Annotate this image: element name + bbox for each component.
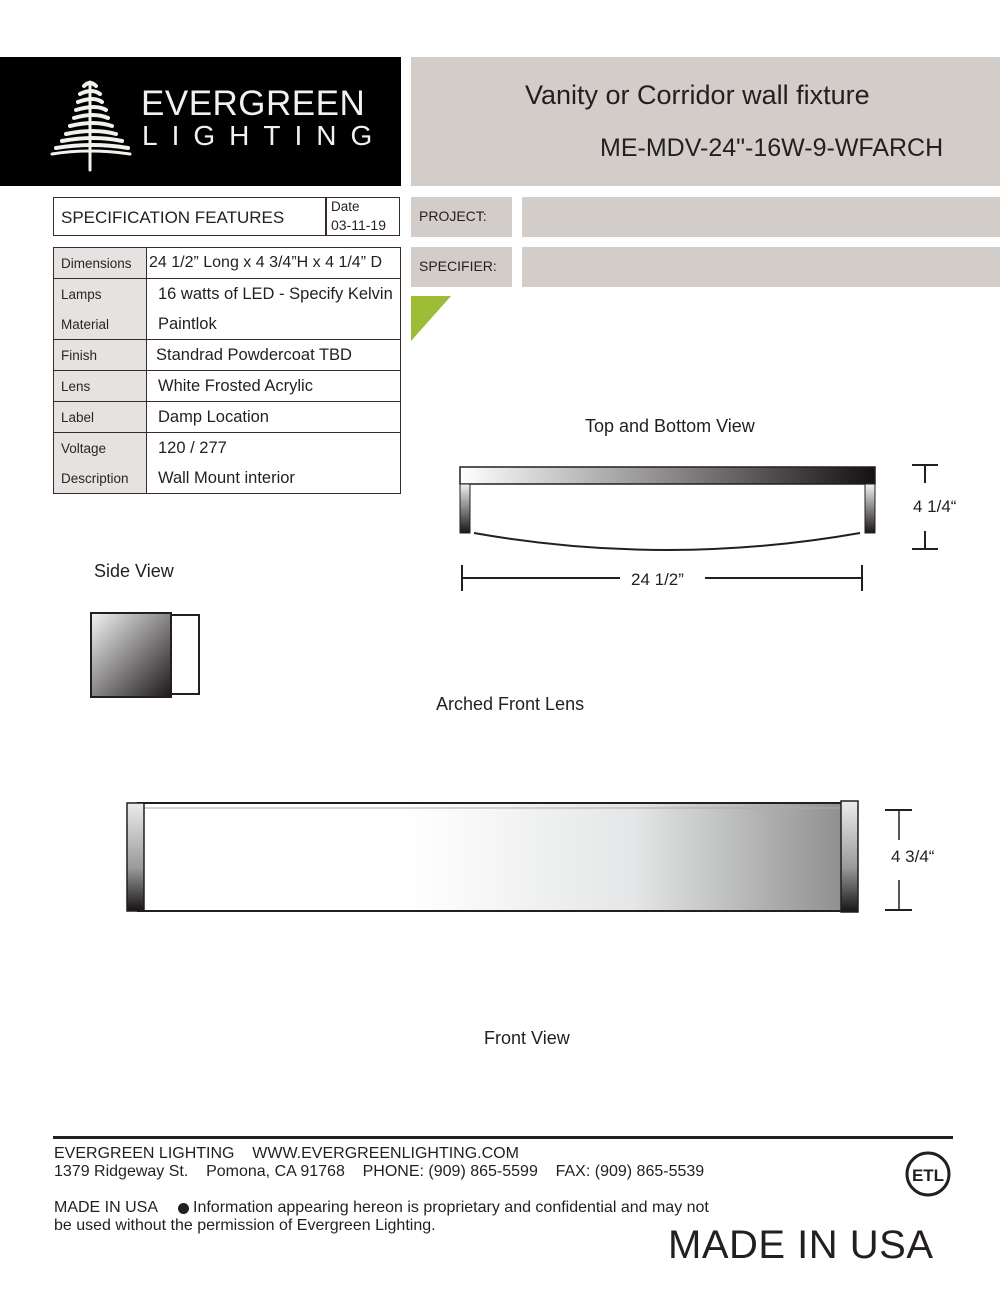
depth-dimension: 4 1/4“	[913, 497, 957, 516]
spec-row-voltage-description	[54, 433, 400, 493]
specifier-label: SPECIFIER:	[419, 258, 497, 274]
footer-divider	[53, 1136, 953, 1139]
spec-row-finish	[54, 340, 400, 371]
spec-value: 16 watts of LED - Specify Kelvin	[158, 284, 393, 303]
product-title: Vanity or Corridor wall fixture	[525, 80, 870, 110]
project-label: PROJECT:	[419, 208, 487, 224]
evergreen-tree-icon	[48, 78, 132, 172]
footer-made-in-usa: MADE IN USA	[54, 1199, 159, 1216]
top-bottom-view-label: Top and Bottom View	[585, 416, 755, 436]
spec-value: 24 1/2” Long x 4 3/4”H x 4 1/4” D	[149, 254, 383, 271]
spec-label: Lamps	[61, 286, 102, 302]
footer-address: 1379 Ridgeway St. Pomona, CA 91768 PHONE: (909) 865-5599 FAX: (909) 865-5539	[54, 1163, 705, 1180]
bullet-icon	[178, 1203, 189, 1214]
spec-label: Description	[61, 470, 129, 486]
svg-text:ETL: ETL	[911, 1166, 945, 1185]
footer-disclaimer-2: be used without the permission of Evergreen Lighting.	[54, 1217, 436, 1234]
spec-row-label	[54, 402, 400, 433]
footer-disclaimer-1: Information appearing hereon is proprietary and confidential and may not	[193, 1199, 709, 1216]
spec-row-lens	[54, 371, 400, 402]
brand-name: EVERGREEN	[141, 84, 366, 123]
width-dimension: 24 1/2”	[631, 570, 684, 589]
accent-triangle	[411, 296, 451, 341]
spec-value: Damp Location	[158, 407, 269, 426]
etl-listed-icon	[904, 1151, 954, 1199]
side-view-drawing	[88, 610, 203, 700]
model-number: ME-MDV-24"-16W-9-WFARCH	[600, 134, 944, 162]
spec-value: Wall Mount interior	[158, 468, 295, 487]
footer-company: EVERGREEN LIGHTING WWW.EVERGREENLIGHTING.COM	[54, 1145, 519, 1162]
spec-value: 120 / 277	[158, 438, 227, 457]
spec-value: Paintlok	[158, 314, 217, 333]
spec-value: Standrad Powdercoat TBD	[156, 345, 352, 364]
top-bottom-view-drawing	[450, 455, 980, 600]
spec-label: Finish	[61, 347, 98, 363]
spec-label: Label	[61, 409, 95, 425]
height-dimension: 4 3/4“	[891, 847, 935, 866]
arched-lens-label: Arched Front Lens	[436, 694, 585, 714]
side-view-label: Side View	[94, 561, 174, 581]
spec-table	[53, 247, 401, 494]
project-field[interactable]	[522, 197, 1000, 237]
spec-row-lamps-material	[54, 279, 400, 340]
spec-label: Lens	[61, 378, 91, 394]
spec-header-title: SPECIFICATION FEATURES	[61, 208, 285, 227]
title-panel	[411, 57, 1000, 186]
spec-value: White Frosted Acrylic	[158, 376, 313, 395]
specifier-field[interactable]	[522, 247, 1000, 287]
front-view-label: Front View	[484, 1028, 570, 1048]
made-in-usa-large: MADE IN USA	[668, 1223, 934, 1267]
spec-row-dimensions	[54, 248, 400, 279]
brand-subname: LIGHTING	[142, 120, 387, 151]
specifier-label-box	[411, 247, 512, 287]
spec-label: Voltage	[61, 440, 107, 456]
date-label: Date	[331, 199, 360, 214]
project-label-box	[411, 197, 512, 237]
spec-label: Dimensions	[61, 255, 132, 271]
date-value: 03-11-19	[331, 217, 387, 233]
divider	[325, 197, 327, 236]
front-view-drawing	[120, 795, 940, 920]
spec-label: Material	[61, 316, 110, 332]
